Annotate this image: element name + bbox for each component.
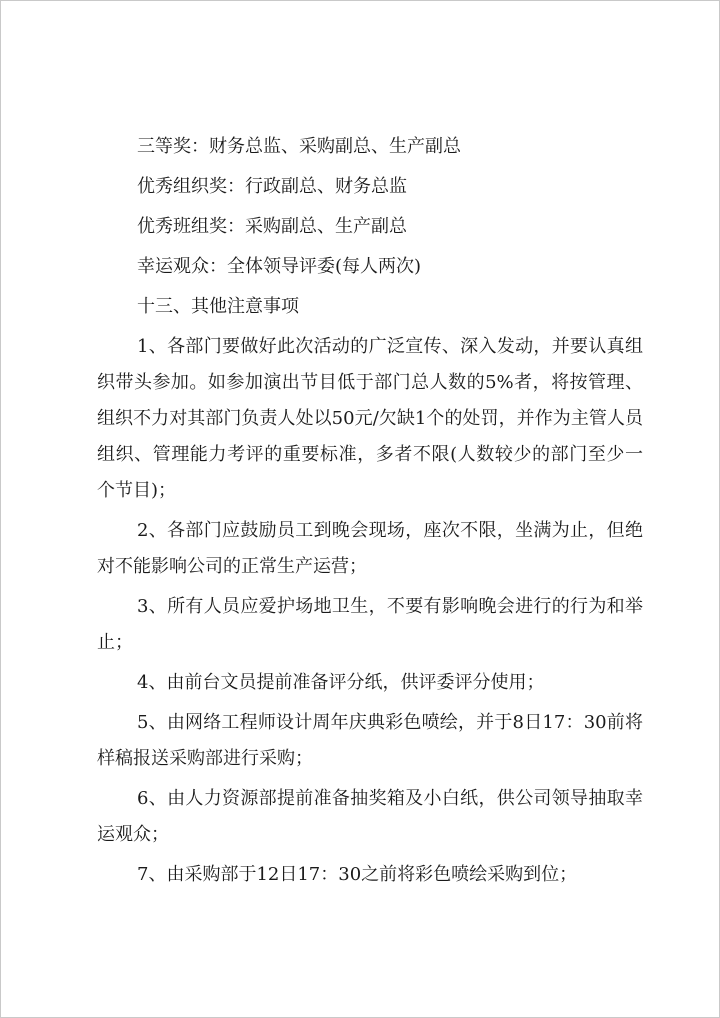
paragraph-item-4: 4、由前台文员提前准备评分纸，供评委评分使用；	[137, 672, 545, 693]
section-heading-other-notes: 十三、其他注意事项	[137, 296, 299, 317]
paragraph-team-award: 优秀班组奖：采购副总、生产副总	[137, 216, 407, 237]
paragraph-item-1: 1、各部门要做好此次活动的广泛宣传、深入发动，并要认真组织带头参加。如参加演出节目低于部门总人数的5%者，将按管理、组织不力对其部门负责人处以50元/欠缺1个的处罚，并作为主管人员组织、管理能力考评的重要标准，多者不限(人数较少的部门至少一个节目)；	[97, 336, 643, 501]
paragraph-third-prize: 三等奖：财务总监、采购副总、生产副总	[137, 136, 461, 157]
paragraph-item-6: 6、由人力资源部提前准备抽奖箱及小白纸，供公司领导抽取幸运观众；	[97, 788, 643, 845]
paragraph-organization-award: 优秀组织奖：行政副总、财务总监	[137, 176, 407, 197]
paragraph-item-3: 3、所有人员应爱护场地卫生，不要有影响晚会进行的行为和举止；	[97, 596, 643, 653]
paragraph-item-5: 5、由网络工程师设计周年庆典彩色喷绘，并于8日17：30前将样稿报送采购部进行采购；	[97, 712, 643, 769]
paragraph-item-2: 2、各部门应鼓励员工到晚会现场，座次不限，坐满为止，但绝对不能影响公司的正常生产运营；	[97, 520, 643, 577]
paragraph-lucky-audience: 幸运观众：全体领导评委(每人两次)	[137, 256, 422, 277]
paragraph-item-7: 7、由采购部于12日17：30之前将彩色喷绘采购到位；	[137, 864, 578, 885]
document-body	[97, 129, 643, 893]
